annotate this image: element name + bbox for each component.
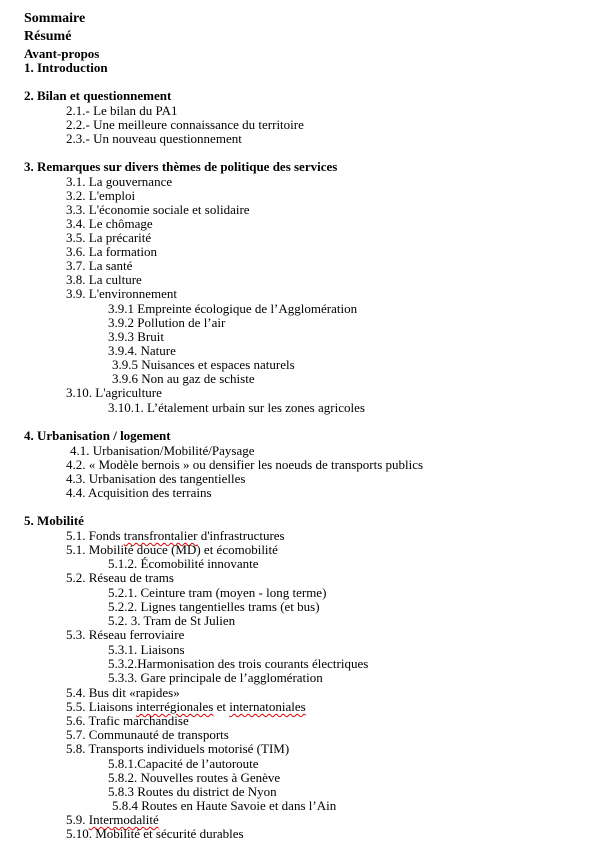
toc-entry: 3.3. L'économie sociale et solidaire (66, 202, 250, 217)
toc-heading: 3. Remarques sur divers thèmes de politique des services (24, 159, 338, 174)
toc-heading: 2. Bilan et questionnement (24, 88, 172, 103)
toc-entry: 5.6. Trafic marchandise (66, 713, 189, 728)
toc-entry: 2.1.- Le bilan du PA1 (66, 103, 178, 118)
toc-entry: 4.4. Acquisition des terrains (66, 485, 212, 500)
toc-entry: 3.10.1. L’étalement urbain sur les zones agricoles (108, 400, 365, 415)
toc-entry: 3.5. La précarité (66, 230, 152, 245)
toc-entry: 3.9. L'environnement (66, 286, 178, 301)
toc-entry: 5.5. Liaisons interrégionales et internatoniales (66, 699, 306, 714)
toc-entry: 3.1. La gouvernance (66, 174, 173, 189)
toc-entry: 5.8. Transports individuels motorisé (TIM) (66, 741, 290, 756)
toc-entry: 3.9.2 Pollution de l’air (108, 315, 226, 330)
toc-entry: 5.8.1.Capacité de l’autoroute (108, 756, 259, 771)
toc-entry: 5.9. Intermodalité (66, 812, 159, 827)
toc-entry: 3.9.3 Bruit (108, 329, 164, 344)
toc-entry: 2.2.- Une meilleure connaissance du territoire (66, 117, 304, 132)
toc-entry: 5.3. Réseau ferroviaire (66, 627, 185, 642)
toc-heading: Avant-propos (24, 46, 100, 61)
toc-entry: 5.4. Bus dit «rapides» (66, 685, 180, 700)
toc-entry: 3.9.6 Non au gaz de schiste (112, 371, 255, 386)
toc-entry: 5.8.2. Nouvelles routes à Genève (108, 770, 281, 785)
toc-entry: 5.2. 3. Tram de St Julien (108, 613, 236, 628)
toc-entry: 3.9.4. Nature (108, 343, 176, 358)
toc-entry: 5.1. Fonds transfrontalier d'infrastructures (66, 528, 285, 543)
toc-entry: 5.8.4 Routes en Haute Savoie et dans l’Ain (112, 798, 337, 813)
toc-entry: 3.4. Le chômage (66, 216, 153, 231)
toc-entry: 3.2. L'emploi (66, 188, 136, 203)
toc-entry: 5.2. Réseau de trams (66, 570, 174, 585)
toc-entry: 3.7. La santé (66, 258, 133, 273)
toc-entry: 3.10. L'agriculture (66, 385, 162, 400)
toc-entry: 5.3.2.Harmonisation des trois courants électriques (108, 656, 369, 671)
toc-entry: 2.3.- Un nouveau questionnement (66, 131, 242, 146)
toc-entry: 4.1. Urbanisation/Mobilité/Paysage (70, 443, 255, 458)
toc-heading: 1. Introduction (24, 60, 108, 75)
toc-entry: 5.2.1. Ceinture tram (moyen - long terme) (108, 585, 327, 600)
toc-heading: Sommaire (24, 11, 86, 26)
toc-entry: 4.2. « Modèle bernois » ou densifier les noeuds de transports publics (66, 457, 424, 472)
toc-entry: 5.2.2. Lignes tangentielles trams (et bus) (108, 599, 320, 614)
toc-entry: 5.8.3 Routes du district de Nyon (108, 784, 277, 799)
toc-entry: 3.6. La formation (66, 244, 157, 259)
toc-heading: Résumé (24, 29, 72, 44)
toc-entry: 3.9.1 Empreinte écologique de l’Agglomération (108, 301, 358, 316)
toc-entry: 4.3. Urbanisation des tangentielles (66, 471, 246, 486)
toc-entry: 5.7. Communauté de transports (66, 727, 229, 742)
toc-entry: 5.3.1. Liaisons (108, 642, 185, 657)
toc-entry: 5.3.3. Gare principale de l’agglomération (108, 670, 323, 685)
toc-heading: 4. Urbanisation / logement (24, 428, 171, 443)
toc-heading: 5. Mobilité (24, 513, 84, 528)
toc-entry: 3.8. La culture (66, 272, 142, 287)
toc-entry: 3.9.5 Nuisances et espaces naturels (112, 357, 295, 372)
toc-entry: 5.10. Mobilité et sécurité durables (66, 826, 244, 841)
toc-entry: 5.1. Mobilité douce (MD) et écomobilité (66, 542, 278, 557)
toc-entry: 5.1.2. Écomobilité innovante (108, 556, 259, 571)
